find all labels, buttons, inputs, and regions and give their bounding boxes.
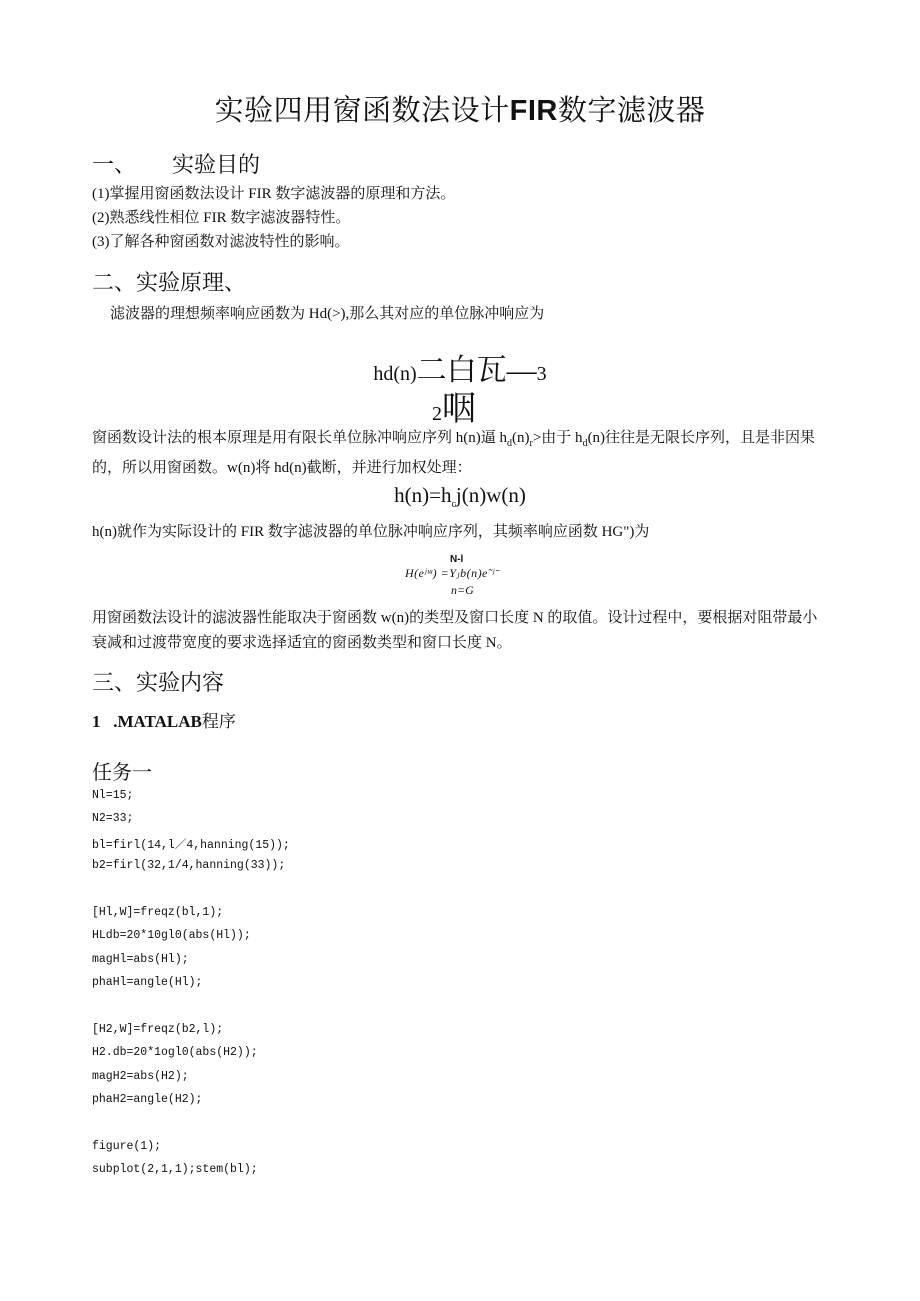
principle-paragraph-2: h(n)就作为实际设计的 FIR 数字滤波器的单位脉冲响应序列，其频率响应函数 HG")为: [92, 524, 650, 540]
eq1-left: hd(n): [373, 363, 417, 385]
subsection-title-latin: .MATALAB: [113, 712, 202, 731]
equation-windowed-response: $h(n)=h_cj(n)w(n)$: [394, 483, 526, 511]
code-line: b2=firl(32,1/4,hanning(33));: [92, 859, 286, 873]
code-line: phaH2=angle(H2);: [92, 1093, 203, 1107]
code-line: Nl=15;: [92, 789, 134, 802]
subsection-number: 1: [92, 712, 101, 731]
code-line: [H2,W]=freqz(b2,l);: [92, 1023, 224, 1036]
equation-frequency-response: H(eʲᵚ) =Yⱼb(n)e˜ʲˉ: [405, 566, 500, 580]
principle-intro: 滤波器的理想频率响应函数为 Hd(>),那么其对应的单位脉冲响应为: [110, 306, 545, 322]
code-line: bl=firl(14,l／4,hanning(15));: [92, 838, 290, 852]
eq1-right: 3: [536, 363, 547, 385]
title-text-cn-1: 实验四用窗函数法设计: [214, 95, 510, 127]
sum-lower-limit: n=G: [451, 583, 474, 597]
section1-heading: [92, 148, 260, 179]
section1-title: 实验目的: [172, 152, 261, 177]
objective-item-2: (2)熟悉线性相位 FIR 数字滤波器特性。: [92, 210, 351, 226]
document-title: [0, 88, 920, 129]
equation-impulse-response-line2: [432, 381, 476, 430]
eq1b-right: 咽: [442, 391, 476, 428]
eq1-mid: 二白瓦—: [416, 354, 537, 387]
principle-paragraph-1: 窗函数设计法的根本原理是用有限长单位脉冲响应序列 h(n)逼 $h_d(n)_r>$由于 $h_d(n)$往往是无限长序列，且是非因果的，所以用窗函数。w(n)将 hd(n)截断，并进行加权处理：: [92, 430, 816, 476]
code-line: H2.db=20*1ogl0(abs(H2));: [92, 1046, 258, 1060]
task-heading: 任务一: [92, 762, 152, 784]
code-line: [Hl,W]=freqz(bl,1);: [92, 906, 224, 919]
section1-number: 一、: [92, 152, 137, 177]
objective-item-1: (1)掌握用窗函数法设计 FIR 数字滤波器的原理和方法。: [92, 186, 456, 202]
subsection-matlab-heading: [92, 707, 236, 732]
code-line: figure(1);: [92, 1140, 162, 1153]
subsection-title-cn: 程序: [201, 712, 236, 731]
title-text-cn-2: 数字滤波器: [557, 95, 706, 127]
title-text-fir: FIR: [509, 95, 558, 127]
sum-upper-limit: N-l: [450, 554, 464, 565]
code-line: phaHl=angle(Hl);: [92, 976, 203, 990]
principle-paragraph-3: 用窗函数法设计的滤波器性能取决于窗函数 w(n)的类型及窗口长度 N 的取值。设计过程中，要根据对阻带最小衰减和过渡带宽度的要求选择适宜的窗函数类型和窗口长度 N。: [92, 610, 818, 651]
section3-heading: 三、实验内容: [92, 670, 225, 695]
code-line: HLdb=20*10gl0(abs(Hl));: [92, 929, 251, 943]
objective-item-3: (3)了解各种窗函数对滤波特性的影响。: [92, 234, 350, 250]
code-line: magH2=abs(H2);: [92, 1069, 189, 1083]
section2-heading: 二、实验原理、: [92, 270, 247, 295]
code-line: magHl=abs(Hl);: [92, 952, 189, 966]
eq1b-left: 2: [432, 403, 442, 425]
code-line: subplot(2,1,1);stem(bl);: [92, 1163, 258, 1177]
code-line: N2=33;: [92, 812, 134, 826]
